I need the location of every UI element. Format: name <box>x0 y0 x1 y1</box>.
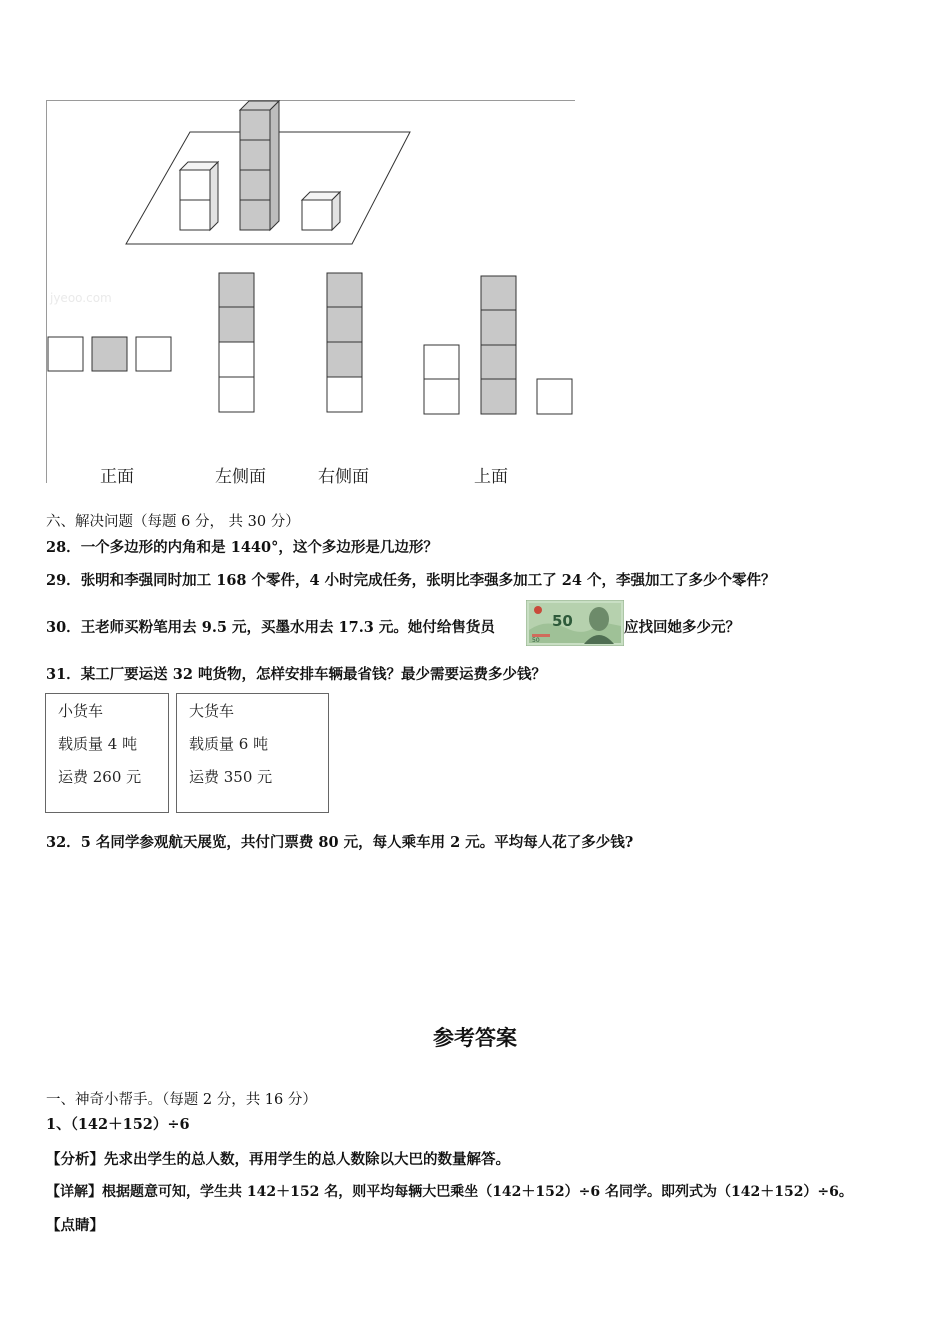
cube-views-figure <box>46 100 576 484</box>
truck-capacity: 载质量 4 吨 <box>58 735 138 753</box>
question-number: 29． <box>46 572 81 589</box>
question-number: 32． <box>46 834 81 851</box>
question-text: 一个多边形的内角和是 1440°，这个多边形是几边形？ <box>80 539 438 556</box>
question-32 <box>46 831 633 852</box>
truck-cost: 运费 260 元 <box>58 768 142 786</box>
top-view <box>424 276 572 414</box>
section-heading: 六、解决问题（每题 6 分， 共 30 分） <box>46 514 300 530</box>
left-side-view <box>219 273 254 412</box>
answers-section-heading: 一、神奇小帮手。（每题 2 分，共 16 分） <box>46 1092 317 1108</box>
question-31 <box>46 663 546 684</box>
question-number: 31． <box>46 666 81 683</box>
question-text: 某工厂要运送 32 吨货物，怎样安排车辆最省钱？最少需要运费多少钱？ <box>80 666 546 683</box>
question-29 <box>46 569 775 590</box>
truck-capacity: 载质量 6 吨 <box>189 735 269 753</box>
question-text-before: 王老师买粉笔用去 9.5 元，买墨水用去 17.3 元。她付给售货员 <box>80 619 495 636</box>
question-number: 30． <box>46 619 81 636</box>
answer-comment: 【点睛】 <box>46 1217 104 1234</box>
label-front-view: 正面 <box>100 467 134 487</box>
cube-stack-tall <box>240 101 279 230</box>
answers-title: 参考答案 <box>433 1025 517 1050</box>
banknote-value: 50 <box>552 612 573 630</box>
truck-name: 小货车 <box>58 702 104 720</box>
question-30 <box>46 616 495 637</box>
question-28 <box>46 536 438 557</box>
cube-single-right <box>302 192 340 230</box>
truck-name: 大货车 <box>189 702 235 720</box>
question-text: 张明和李强同时加工 168 个零件，4 小时完成任务，张明比李强多加工了 24 个，李强加工了多少个零件？ <box>80 572 776 589</box>
front-view <box>48 337 171 371</box>
right-side-view <box>327 273 362 412</box>
answer-item-1: 1、（142＋152）÷6 <box>46 1116 190 1133</box>
large-truck-card <box>176 693 329 813</box>
watermark: jyeoo.com <box>50 291 112 305</box>
question-text: 5 名同学参观航天展览，共付门票费 80 元，每人乘车用 2 元。平均每人花了多少钱? <box>80 834 634 851</box>
cube-stack-left <box>180 162 218 230</box>
answer-analysis: 【分析】先求出学生的总人数，再用学生的总人数除以大巴的数量解答。 <box>46 1151 510 1168</box>
answer-detail: 【详解】根据题意可知，学生共 142＋152 名，则平均每辆大巴乘坐（142＋152）÷6 名同学。即列式为（142＋152）÷6。 <box>46 1184 853 1200</box>
question-30-tail: 应找回她多少元？ <box>624 619 740 636</box>
small-truck-card <box>45 693 169 813</box>
label-top-view: 上面 <box>474 467 508 487</box>
question-number: 28． <box>46 539 81 556</box>
banknote-value-small: 50 <box>532 637 540 644</box>
truck-cost: 运费 350 元 <box>189 768 273 786</box>
banknote-50-yuan-image <box>526 600 624 646</box>
label-right-view: 右侧面 <box>318 467 369 487</box>
label-left-view: 左侧面 <box>215 467 266 487</box>
